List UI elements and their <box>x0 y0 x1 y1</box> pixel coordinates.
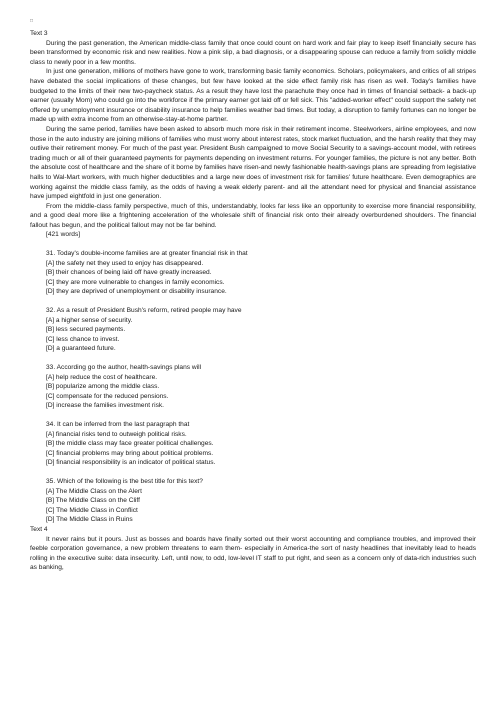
option-b: [B] The Middle Class on the Cliff <box>46 497 140 505</box>
option-a: [A] The Middle Class on the Alert <box>46 487 142 495</box>
text3-paragraph-4: From the middle-class family perspective, much of this, understandably, looks far less like an opportunity to exercise more financial responsibility, and a good deal more like a frightening acceleration of the wholesale shift of financial risk onto their already overburdened shoulders. The financial fallout has begun, and the political fallout may not be far behind. <box>30 202 476 229</box>
option-d: [D] The Middle Class in Ruins <box>46 516 133 524</box>
question-stem: 32. As a result of President Bush's reform, retired people may have <box>46 307 242 315</box>
option-c: [C] financial problems may bring about political problems. <box>46 449 214 457</box>
word-count: [421 words] <box>46 231 81 239</box>
option-d: [D] financial responsibility is an indicator of political status. <box>46 459 216 467</box>
option-a: [A] help reduce the cost of healthcare. <box>46 373 158 381</box>
text4-paragraph-1: It never rains but it pours. Just as bosses and boards have finally sorted out their worst accounting and compliance troubles, and improved their feeble corporation governance, a new problem threatens to earn them- especially in America-the sort of nasty headlines that inevitably lead to heads rolling in the executive suite: data insecurity. Left, until now, to odd, low-level IT staff to put right, and seen as a concern only of data-rich industries such as banking, <box>30 535 476 572</box>
text3-paragraph-1: During the past generation, the American middle-class family that once could count on hard work and fair play to keep itself financially secure has been transformed by economic risk and new realities. Now a pink slip, a bad diagnosis, or a disappearing spouse can reduce a family from solidly middle class to newly poor in a few months. <box>30 39 476 66</box>
question-stem: 35. Which of the following is the best title for this text? <box>46 477 203 485</box>
option-c: [C] The Middle Class in Conflict <box>46 506 138 514</box>
option-b: [B] less secured payments. <box>46 326 126 334</box>
option-d: [D] a guaranteed future. <box>46 345 116 353</box>
text4-heading: Text 4 <box>30 525 48 533</box>
text3-paragraph-3: During the same period, families have been asked to absorb much more risk in their retirement income. Steelworkers, airline employees, and now those in the auto industry are joining millions of families who must worry about interest rates, stock market fluctuation, and the harsh reality that they may outlive their retirement money. For much of the past year. President Bush campaigned to move Social Security to a savings-account model, with retirees trading much or all of their guaranteed payments for payments depending on investment returns. For younger families, the picture is not any better. Both the absolute cost of healthcare and the share of it borne by families have risen-and newly fashionable health-savings plans are spreading from legislative halls to Wal-Mart workers, with much higher deductibles and a large new does of investment risk for families' future healthcare. Even demographics are working against the middle class family, as the odds of having a weak elderly parent- and all the attendant need for physical and financial assistance have jumped eightfold in just one generation. <box>30 125 476 201</box>
question-stem: 31. Today's double-income families are at greater financial risk in that <box>46 250 248 258</box>
question-stem: 34. It can be inferred from the last paragraph that <box>46 420 190 428</box>
option-c: [C] they are more vulnerable to changes in family economics. <box>46 278 225 286</box>
corner-mark: □ <box>30 18 34 24</box>
question-stem: 33. According go the author, health-savings plans will <box>46 364 202 371</box>
option-c: [C] less chance to invest. <box>46 335 120 343</box>
option-d: [D] increase the families investment risk. <box>46 402 164 410</box>
option-a: [A] financial risks tend to outweigh political risks. <box>46 430 187 438</box>
option-a: [A] the safety net they used to enjoy has disappeared. <box>46 259 204 267</box>
text3-heading: Text 3 <box>30 30 48 37</box>
option-b: [B] the middle class may face greater political challenges. <box>46 440 214 448</box>
option-b: [B] popularize among the middle class. <box>46 383 160 391</box>
option-b: [B] their chances of being laid off have greatly increased. <box>46 269 212 277</box>
text3-paragraph-2: In just one generation, millions of mothers have gone to work, transforming basic family economics. Scholars, policymakers, and critics of all stripes have debated the social implications of these changes, but few have looked at the side effect family risk has risen as well. Today's families have budgeted to the limits of their new two-paycheck status. As a result they have lost the parachute they once had in times of financial setback- a back-up earner (usually Mom) who could go into the workforce if the primary earner got laid off or fell sick. This "added-worker effect" could support the safety net offered by unemployment insurance or disability insurance to help families weather bad times. But today, a disruption to family fortunes can no longer be made up with extra income from an otherwise-stay-at-home partner. <box>30 68 476 124</box>
option-a: [A] a higher sense of security. <box>46 316 133 324</box>
question-33 <box>30 363 476 411</box>
option-c: [C] compensate for the reduced pensions. <box>46 392 169 400</box>
question-35 <box>30 477 476 525</box>
option-d: [D] they are deprived of unemployment or disability insurance. <box>46 288 227 296</box>
question-34 <box>30 420 476 468</box>
document-page <box>30 18 476 573</box>
question-31 <box>30 249 476 297</box>
question-32 <box>30 306 476 354</box>
